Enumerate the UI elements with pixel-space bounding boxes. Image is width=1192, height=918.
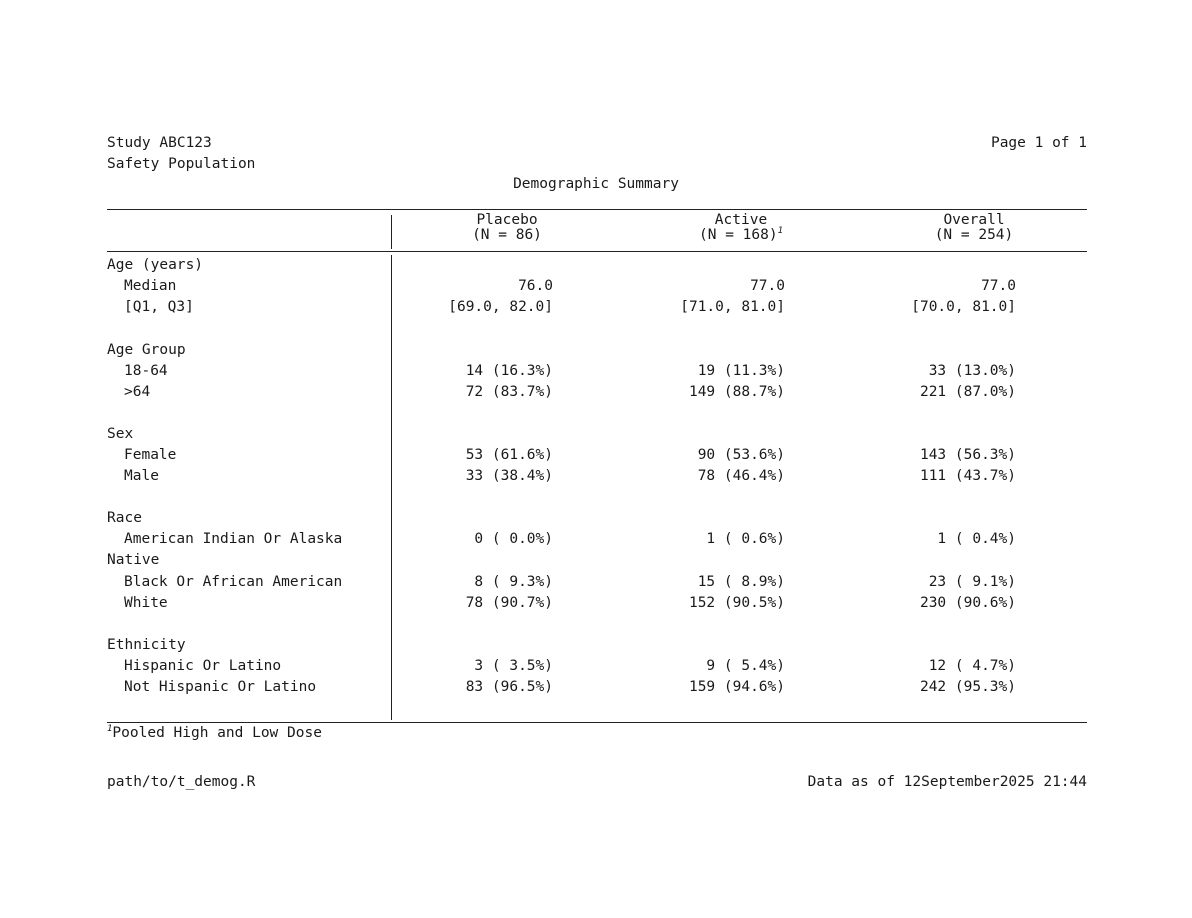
table-cell: 12 ( 4.7%) bbox=[928, 658, 1016, 674]
table-cell: 14 (16.3%) bbox=[465, 363, 553, 379]
table-cell: 23 ( 9.1%) bbox=[928, 574, 1016, 590]
row-label: Black Or African American bbox=[124, 574, 343, 590]
row-label: >64 bbox=[124, 384, 151, 400]
column-name: Active bbox=[714, 212, 768, 228]
table-cell: 1 ( 0.6%) bbox=[706, 531, 785, 547]
page-number: Page 1 of 1 bbox=[990, 135, 1087, 151]
column-name: Overall bbox=[943, 212, 1005, 228]
column-header bbox=[427, 213, 587, 243]
row-label: American Indian Or Alaska bbox=[124, 531, 343, 547]
table-title: Demographic Summary bbox=[513, 176, 679, 192]
table-cell: 77.0 bbox=[981, 278, 1016, 294]
row-label: Female bbox=[124, 447, 177, 463]
header-divider bbox=[391, 215, 392, 249]
table-cell: 15 ( 8.9%) bbox=[697, 574, 785, 590]
stub-divider bbox=[391, 255, 392, 720]
table-cell: 90 (53.6%) bbox=[697, 447, 785, 463]
header-bottom-rule bbox=[107, 251, 1087, 252]
table-cell: 242 (95.3%) bbox=[919, 679, 1016, 695]
table-cell: 221 (87.0%) bbox=[919, 384, 1016, 400]
row-label: Not Hispanic Or Latino bbox=[124, 679, 317, 695]
table-cell: 53 (61.6%) bbox=[465, 447, 553, 463]
row-label: Race bbox=[107, 510, 142, 526]
footnote-text: Pooled High and Low Dose bbox=[112, 725, 322, 741]
table-cell: 152 (90.5%) bbox=[688, 595, 785, 611]
table-cell: 9 ( 5.4%) bbox=[706, 658, 785, 674]
row-label: Native bbox=[107, 552, 160, 568]
column-count bbox=[661, 228, 821, 243]
table-cell: 19 (11.3%) bbox=[697, 363, 785, 379]
program-path: path/to/t_demog.R bbox=[107, 774, 256, 790]
row-label: Hispanic Or Latino bbox=[124, 658, 282, 674]
data-as-of: Data as of 12September2025 21:44 bbox=[807, 774, 1087, 790]
row-label: Median bbox=[124, 278, 177, 294]
row-label: White bbox=[124, 595, 168, 611]
table-cell: 159 (94.6%) bbox=[688, 679, 785, 695]
row-label: [Q1, Q3] bbox=[124, 299, 194, 315]
table-cell: 230 (90.6%) bbox=[919, 595, 1016, 611]
table-cell: 3 ( 3.5%) bbox=[474, 658, 553, 674]
study-label: Study ABC123 bbox=[107, 135, 212, 151]
table-cell: 1 ( 0.4%) bbox=[937, 531, 1016, 547]
table-cell: 76.0 bbox=[518, 278, 553, 294]
table-cell: 111 (43.7%) bbox=[919, 468, 1016, 484]
table-cell: 78 (90.7%) bbox=[465, 595, 553, 611]
table-top-rule bbox=[107, 209, 1087, 210]
column-count bbox=[427, 228, 587, 243]
column-n: (N = 86) bbox=[472, 227, 542, 243]
row-label: 18-64 bbox=[124, 363, 168, 379]
table-bottom-rule bbox=[107, 722, 1087, 723]
row-label: Male bbox=[124, 468, 159, 484]
footnote-mark: 1 bbox=[107, 724, 113, 735]
population-label: Safety Population bbox=[107, 156, 256, 172]
column-header bbox=[894, 213, 1054, 243]
column-name: Placebo bbox=[476, 212, 538, 228]
row-label: Ethnicity bbox=[107, 637, 186, 653]
table-cell: 33 (13.0%) bbox=[928, 363, 1016, 379]
table-cell: [70.0, 81.0] bbox=[911, 299, 1016, 315]
row-label: Age (years) bbox=[107, 257, 204, 273]
table-cell: [69.0, 82.0] bbox=[448, 299, 553, 315]
column-n: (N = 168) bbox=[699, 227, 778, 243]
table-cell: 0 ( 0.0%) bbox=[474, 531, 553, 547]
footnote bbox=[107, 724, 322, 742]
column-n: (N = 254) bbox=[934, 227, 1014, 243]
table-cell: 72 (83.7%) bbox=[465, 384, 553, 400]
row-label: Sex bbox=[107, 426, 134, 442]
table-cell: 143 (56.3%) bbox=[919, 447, 1016, 463]
table-cell: 83 (96.5%) bbox=[465, 679, 553, 695]
table-cell: 33 (38.4%) bbox=[465, 468, 553, 484]
table-cell: 149 (88.7%) bbox=[688, 384, 785, 400]
column-footnote-mark: 1 bbox=[777, 226, 783, 237]
table-cell: 78 (46.4%) bbox=[697, 468, 785, 484]
column-header bbox=[661, 213, 821, 243]
column-count bbox=[894, 228, 1054, 243]
row-label: Age Group bbox=[107, 342, 186, 358]
table-cell: [71.0, 81.0] bbox=[680, 299, 785, 315]
table-cell: 8 ( 9.3%) bbox=[474, 574, 553, 590]
table-cell: 77.0 bbox=[750, 278, 785, 294]
